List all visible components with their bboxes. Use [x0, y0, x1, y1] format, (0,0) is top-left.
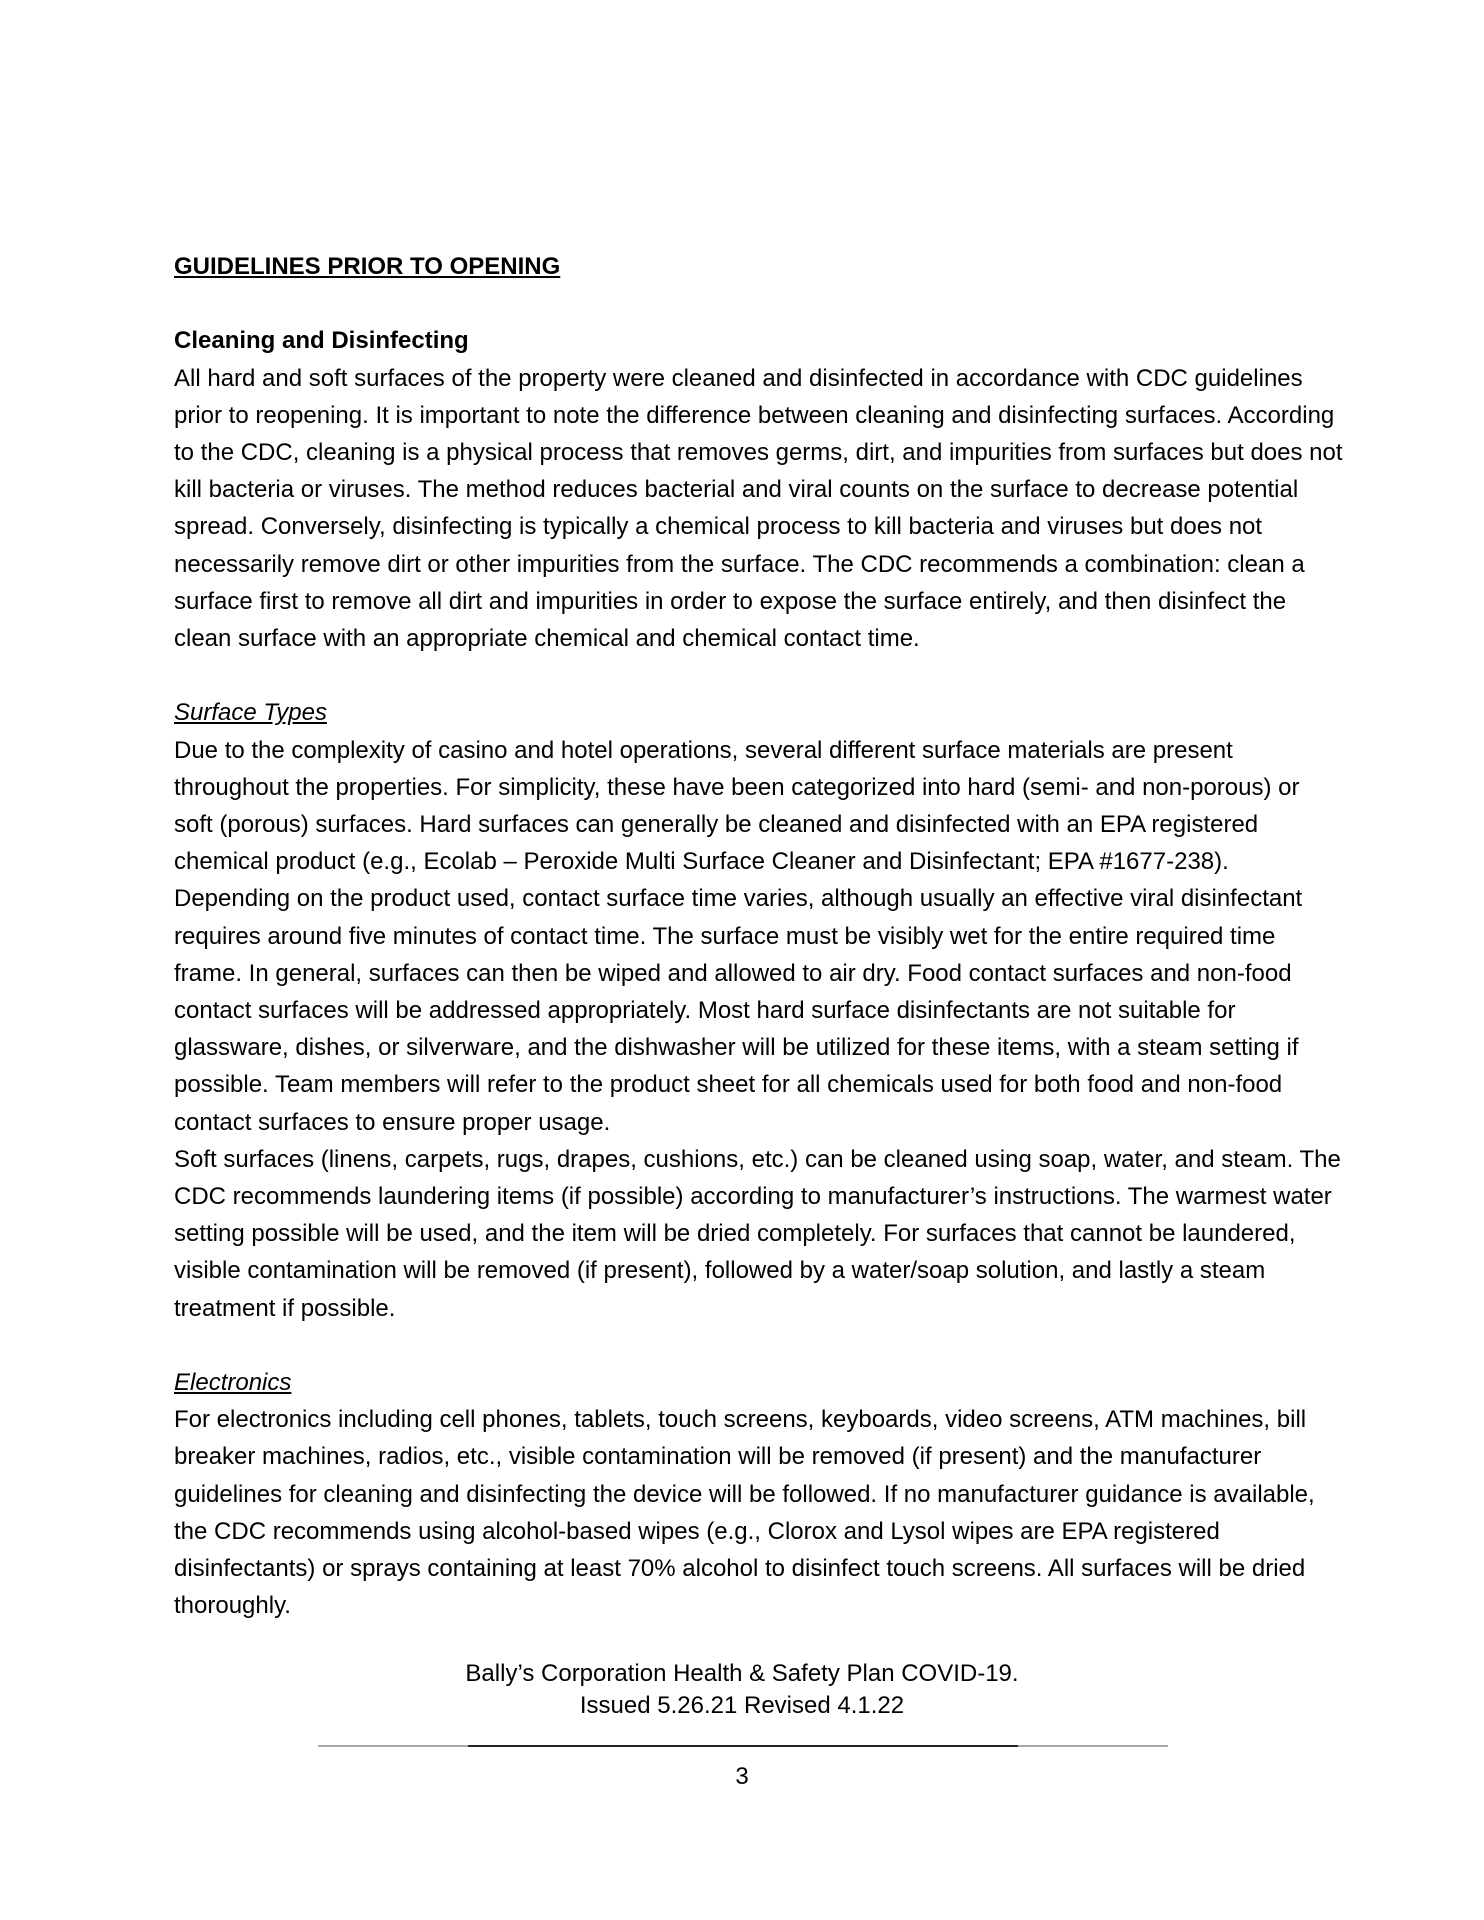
document-body	[174, 248, 1344, 1624]
main-heading: GUIDELINES PRIOR TO OPENING	[174, 253, 561, 280]
spacer	[174, 285, 1344, 322]
spacer	[174, 1327, 1344, 1364]
section-cleaning-disinfecting	[174, 322, 1344, 657]
subsection-heading: Surface Types	[174, 699, 327, 727]
paragraph: All hard and soft surfaces of the property were cleaned and disinfected in accordance with CDC guidelines prior to reopening. It is important to note the difference between cleaning and disinfecting surfaces. According to the CDC, cleaning is a physical process that removes germs, dirt, and impurities from surfaces but does not kill bacteria or viruses. The method reduces bacterial and viral counts on the surface to decrease potential spread. Conversely, disinfecting is typically a chemical process to kill bacteria and viruses but does not necessarily remove dirt or other impurities from the surface. The CDC recommends a combination: clean a surface first to remove all dirt and impurities in order to expose the surface entirely, and then disinfect the clean surface with an appropriate chemical and chemical contact time.	[174, 364, 1343, 653]
paragraph: For electronics including cell phones, tablets, touch screens, keyboards, video screens, ATM machines, bill breaker machines, radios, etc., visible contamination will be removed (if present) and the manufacturer guidelines for cleaning and disinfecting the device will be followed. If no manufacturer guidance is available, the CDC recommends using alcohol-based wipes (e.g., Clorox and Lysol wipes are EPA registered disinfectants) or sprays containing at least 70% alcohol to disinfect touch screens. All surfaces will be dried thoroughly.	[174, 1406, 1315, 1620]
spacer	[174, 657, 1344, 694]
paragraph: Soft surfaces (linens, carpets, rugs, drapes, cushions, etc.) can be cleaned using soap, water, and steam. The CDC recommends laundering items (if possible) according to manufacturer’s instructions. The warmest water setting possible will be used, and the item will be dried completely. For surfaces that cannot be laundered, visible contamination will be removed (if present), followed by a water/soap solution, and lastly a steam treatment if possible.	[174, 1145, 1341, 1322]
page-footer	[0, 1658, 1484, 1722]
footer-line-1: Bally’s Corporation Health & Safety Plan COVID-19.	[465, 1660, 1019, 1687]
page-number: 3	[735, 1763, 749, 1790]
footer-line-2: Issued 5.26.21 Revised 4.1.22	[579, 1692, 905, 1719]
section-surface-types	[174, 694, 1344, 1326]
footer-divider	[318, 1745, 1168, 1747]
paragraph: Due to the complexity of casino and hotel operations, several different surface materials are present throughout the properties. For simplicity, these have been categorized into hard (semi- and non-porous) or soft (porous) surfaces. Hard surfaces can generally be cleaned and disinfected with an EPA registered chemical product (e.g., Ecolab – Peroxide Multi Surface Cleaner and Disinfectant; EPA #1677-238). Depending on the product used, contact surface time varies, although usually an effective viral disinfectant requires around five minutes of contact time. The surface must be visibly wet for the entire required time frame. In general, surfaces can then be wiped and allowed to air dry. Food contact surfaces and non-food contact surfaces will be addressed appropriately. Most hard surface disinfectants are not suitable for glassware, dishes, or silverware, and the dishwasher will be utilized for these items, with a steam setting if possible. Team members will refer to the product sheet for all chemicals used for both food and non-food contact surfaces to ensure proper usage.	[174, 736, 1303, 1136]
subsection-heading: Electronics	[174, 1369, 292, 1397]
section-electronics	[174, 1364, 1344, 1624]
section-heading: Cleaning and Disinfecting	[174, 327, 469, 355]
